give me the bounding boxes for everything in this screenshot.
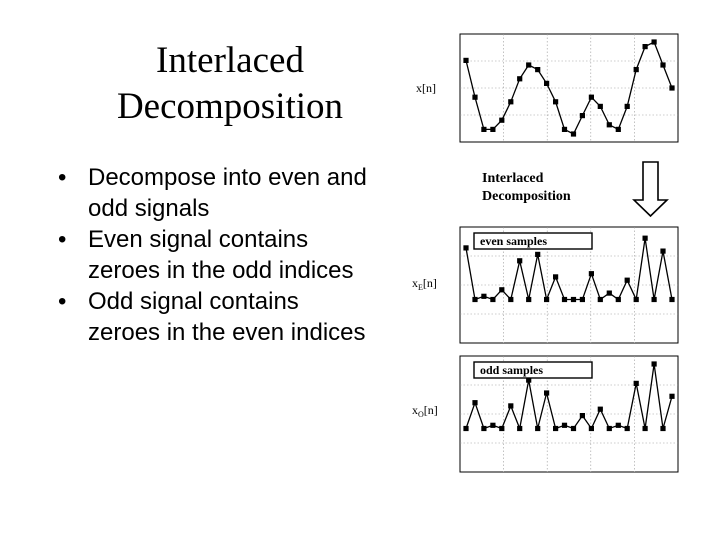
bullet-text: Even signal contains zeroes in the odd indices xyxy=(88,226,354,284)
bullet-dot: • xyxy=(58,226,67,253)
sample-point xyxy=(517,426,522,431)
sample-point xyxy=(660,426,665,431)
interlaced-decomposition-figure xyxy=(370,20,690,500)
sample-point xyxy=(625,104,630,109)
sample-point xyxy=(499,287,504,292)
sample-point xyxy=(598,407,603,412)
sample-point xyxy=(616,423,621,428)
sample-point xyxy=(669,85,674,90)
sample-point xyxy=(660,249,665,254)
sample-point xyxy=(472,95,477,100)
bullet-item xyxy=(58,224,368,286)
sample-point xyxy=(660,62,665,67)
sample-point xyxy=(499,118,504,123)
sample-point xyxy=(589,426,594,431)
sample-point xyxy=(544,390,549,395)
bullet-list xyxy=(58,162,368,348)
sample-point xyxy=(589,95,594,100)
even-samples-label: even samples xyxy=(480,234,547,248)
sample-point xyxy=(643,44,648,49)
sample-point xyxy=(490,423,495,428)
sample-point xyxy=(598,104,603,109)
sample-point xyxy=(463,245,468,250)
sample-point xyxy=(580,113,585,118)
sample-point xyxy=(481,294,486,299)
sample-point xyxy=(616,297,621,302)
sample-point xyxy=(634,381,639,386)
sample-point xyxy=(580,413,585,418)
sample-point xyxy=(463,58,468,63)
sample-point xyxy=(634,67,639,72)
sample-point xyxy=(553,99,558,104)
sample-point xyxy=(571,297,576,302)
sample-point xyxy=(643,236,648,241)
arrow-label-line-1: Interlaced xyxy=(482,171,544,186)
sample-point xyxy=(652,361,657,366)
sample-point xyxy=(490,297,495,302)
sample-point xyxy=(526,62,531,67)
odd-samples-label: odd samples xyxy=(480,363,544,377)
title-line-2: Decomposition xyxy=(116,86,344,127)
sample-point xyxy=(490,127,495,132)
sample-point xyxy=(463,426,468,431)
sample-point xyxy=(625,426,630,431)
sample-point xyxy=(652,39,657,44)
panel-x xyxy=(460,34,678,142)
sample-point xyxy=(526,297,531,302)
title-line-1: Interlaced xyxy=(156,40,304,81)
sample-point xyxy=(562,127,567,132)
sample-point xyxy=(625,278,630,283)
sample-point xyxy=(535,67,540,72)
bullet-text: Decompose into even and odd signals xyxy=(88,164,367,222)
sample-point xyxy=(643,426,648,431)
sample-point xyxy=(499,426,504,431)
sample-point xyxy=(481,127,486,132)
sample-point xyxy=(607,291,612,296)
sample-point xyxy=(508,403,513,408)
down-arrow-icon xyxy=(634,162,667,216)
sample-point xyxy=(616,127,621,132)
odd-signal-label: $x_O[n]$ xyxy=(412,403,438,419)
sample-point xyxy=(669,297,674,302)
sample-point xyxy=(508,297,513,302)
top-signal-label: x[n] xyxy=(416,81,436,95)
sample-point xyxy=(589,271,594,276)
sample-point xyxy=(481,426,486,431)
sample-point xyxy=(472,400,477,405)
bullet-text: Odd signal contains zeroes in the even indices xyxy=(88,288,366,346)
sample-point xyxy=(535,252,540,257)
sample-point xyxy=(517,76,522,81)
arrow-label-line-2: Decomposition xyxy=(482,189,571,204)
sample-point xyxy=(472,297,477,302)
sample-point xyxy=(544,297,549,302)
sample-point xyxy=(571,426,576,431)
sample-point xyxy=(652,297,657,302)
sample-point xyxy=(580,297,585,302)
sample-point xyxy=(607,426,612,431)
bullet-item xyxy=(58,286,368,348)
bullet-dot: • xyxy=(58,164,67,191)
sample-point xyxy=(571,131,576,136)
sample-point xyxy=(669,394,674,399)
sample-point xyxy=(634,297,639,302)
bullet-item xyxy=(58,162,368,224)
sample-point xyxy=(562,423,567,428)
sample-point xyxy=(553,426,558,431)
sample-point xyxy=(508,99,513,104)
sample-point xyxy=(598,297,603,302)
sample-point xyxy=(553,274,558,279)
sample-point xyxy=(607,122,612,127)
bullet-dot: • xyxy=(58,288,67,315)
sample-point xyxy=(517,258,522,263)
even-signal-label: $x_E[n]$ xyxy=(412,276,437,292)
sample-point xyxy=(544,81,549,86)
sample-point xyxy=(562,297,567,302)
sample-point xyxy=(535,426,540,431)
slide-title xyxy=(60,38,400,130)
